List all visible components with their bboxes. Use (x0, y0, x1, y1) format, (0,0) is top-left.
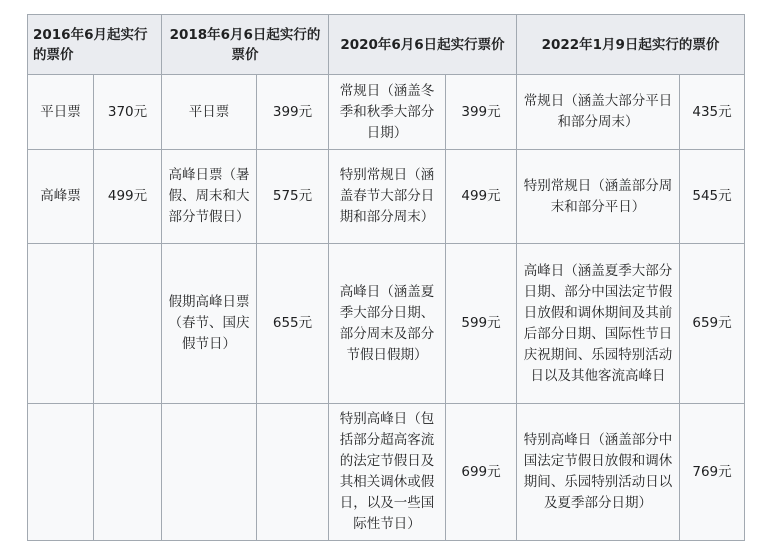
type-2018: 平日票 (162, 75, 257, 150)
price-2016: 499元 (94, 150, 162, 244)
type-2016: 高峰票 (28, 150, 94, 244)
header-2016: 2016年6月起实行的票价 (28, 15, 162, 75)
price-2018: 575元 (257, 150, 329, 244)
type-2020: 常规日（涵盖冬季和秋季大部分日期） (329, 75, 446, 150)
header-2022: 2022年1月9日起实行的票价 (517, 15, 745, 75)
price-2022: 659元 (680, 244, 745, 404)
price-2020: 399元 (446, 75, 517, 150)
type-2022: 高峰日（涵盖夏季大部分日期、部分中国法定节假日放假和调休期间及其前后部分日期、国际性节日庆祝期间、乐园特别活动日以及其他客流高峰日 (517, 244, 680, 404)
price-2022: 769元 (680, 404, 745, 541)
price-2016 (94, 404, 162, 541)
price-2016 (94, 244, 162, 404)
price-2016: 370元 (94, 75, 162, 150)
type-2022: 常规日（涵盖大部分平日和部分周末） (517, 75, 680, 150)
type-2018 (162, 404, 257, 541)
type-2020: 特别常规日（涵盖春节大部分日期和部分周末） (329, 150, 446, 244)
header-row (28, 15, 745, 75)
type-2022: 特别高峰日（涵盖部分中国法定节假日放假和调休期间、乐园特别活动日以及夏季部分日期） (517, 404, 680, 541)
header-2018: 2018年6月6日起实行的票价 (162, 15, 329, 75)
type-2018: 假期高峰日票（春节、国庆假节日） (162, 244, 257, 404)
table-row (28, 244, 745, 404)
type-2016 (28, 404, 94, 541)
price-2020: 599元 (446, 244, 517, 404)
price-2020: 699元 (446, 404, 517, 541)
price-2022: 435元 (680, 75, 745, 150)
price-2020: 499元 (446, 150, 517, 244)
table-row (28, 404, 745, 541)
type-2020: 高峰日（涵盖夏季大部分日期、部分周末及部分节假日假期） (329, 244, 446, 404)
price-2018 (257, 404, 329, 541)
table-row (28, 75, 745, 150)
table-row (28, 150, 745, 244)
type-2016: 平日票 (28, 75, 94, 150)
price-2022: 545元 (680, 150, 745, 244)
type-2018: 高峰日票（暑假、周末和大部分节假日） (162, 150, 257, 244)
fare-table-container (27, 14, 745, 541)
header-2020: 2020年6月6日起实行票价 (329, 15, 517, 75)
type-2022: 特别常规日（涵盖部分周末和部分平日） (517, 150, 680, 244)
price-2018: 399元 (257, 75, 329, 150)
price-2018: 655元 (257, 244, 329, 404)
type-2016 (28, 244, 94, 404)
type-2020: 特别高峰日（包括部分超高客流的法定节假日及其相关调休或假日，以及一些国际性节日） (329, 404, 446, 541)
ticket-price-table (27, 14, 745, 541)
